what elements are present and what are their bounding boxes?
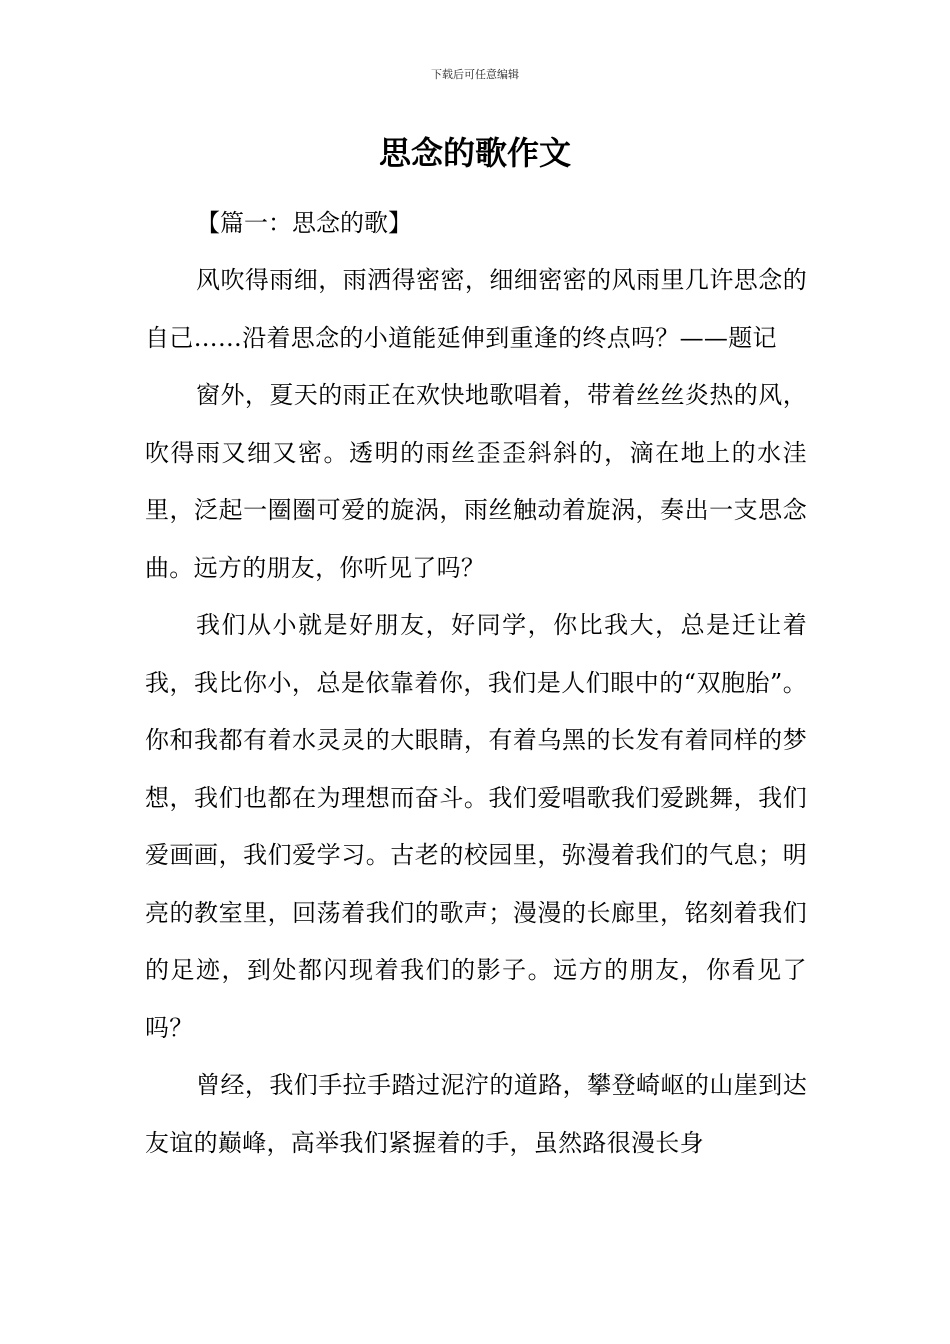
paragraph-window-rain: 窗外，夏天的雨正在欢快地歌唱着，带着丝丝炎热的风，吹得雨又细又密。透明的雨丝歪歪斜斜的，滴在地上的水洼里，泛起一圈圈可爱的旋涡，雨丝触动着旋涡，奏出一支思念曲。远方的朋友，你听见了吗？ <box>145 381 807 582</box>
article-body <box>145 252 807 1172</box>
page-title: 思念的歌作文 <box>378 134 571 172</box>
paragraph-epigraph: 风吹得雨细，雨洒得密密，细细密密的风雨里几许思念的自己……沿着思念的小道能延伸到重逢的终点吗？——题记 <box>145 266 807 352</box>
paragraph-friendship: 我们从小就是好朋友，好同学，你比我大，总是迁让着我，我比你小，总是依靠着你，我们是人们眼中的“双胞胎”。你和我都有着水灵灵的大眼睛，有着乌黑的长发有着同样的梦想，我们也都在为理想而奋斗。我们爱唱歌我们爱跳舞，我们爱画画，我们爱学习。古老的校园里，弥漫着我们的气息；明亮的教室里，回荡着我们的歌声；漫漫的长廊里，铭刻着我们的足迹，到处都闪现着我们的影子。远方的朋友，你看见了吗？ <box>145 611 807 1042</box>
section-heading: 【篇一：思念的歌】 <box>196 209 412 237</box>
header-note: 下载后可任意编辑 <box>431 68 519 81</box>
paragraph-memories: 曾经，我们手拉手踏过泥泞的道路，攀登崎岖的山崖到达友谊的巅峰，高举我们紧握着的手，虽然路很漫长身 <box>145 1071 807 1157</box>
